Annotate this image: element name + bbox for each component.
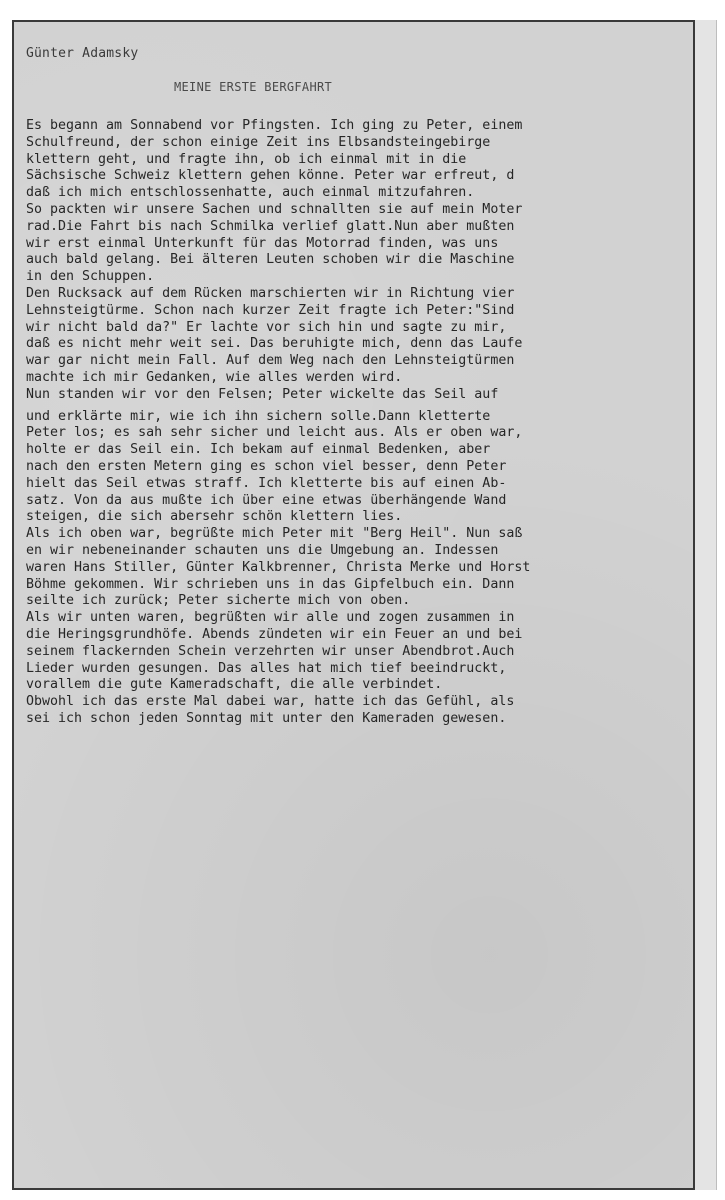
text-line: und erklärte mir, wie ich ihn sichern solle.Dann kletterte — [26, 408, 491, 424]
text-line: sei ich schon jeden Sonntag mit unter den Kameraden gewesen. — [26, 710, 507, 726]
text-line: Böhme gekommen. Wir schrieben uns in das Gipfelbuch ein. Dann — [26, 576, 515, 592]
text-line: Obwohl ich das erste Mal dabei war, hatte ich das Gefühl, als — [26, 694, 515, 710]
text-line: seinem flackernden Schein verzehrten wir unser Abendbrot.Auch — [26, 643, 515, 659]
text-line: machte ich mir Gedanken, wie alles werden wird. — [26, 369, 403, 385]
typewritten-page — [12, 20, 695, 1190]
document-title: MEINE ERSTE BERGFAHRT — [174, 80, 333, 94]
text-line: daß es nicht mehr weit sei. Das beruhigte mich, denn das Laufe — [26, 336, 523, 352]
text-line: Es begann am Sonnabend vor Pfingsten. Ich ging zu Peter, einem — [26, 118, 523, 133]
text-line: waren Hans Stiller, Günter Kalkbrenner, Christa Merke und Horst — [26, 559, 531, 575]
text-line: auch bald gelang. Bei älteren Leuten schoben wir die Maschine — [26, 252, 515, 268]
text-line: Lieder wurden gesungen. Das alles hat mich tief beeindruckt, — [26, 660, 507, 676]
text-line: rad.Die Fahrt bis nach Schmilka verlief glatt.Nun aber mußten — [26, 218, 515, 234]
text-line: en wir nebeneinander schauten uns die Umgebung an. Indessen — [26, 542, 499, 558]
text-line: Peter los; es sah sehr sicher und leicht aus. Als er oben war, — [26, 425, 523, 441]
text-line: Nun standen wir vor den Felsen; Peter wickelte das Seil auf — [26, 386, 499, 402]
text-line: seilte ich zurück; Peter sicherte mich von oben. — [26, 593, 411, 609]
text-line: hielt das Seil etwas straff. Ich kletterte bis auf einen Ab- — [26, 475, 507, 491]
body-text — [26, 118, 696, 728]
text-line: nach den ersten Metern ging es schon viel besser, denn Peter — [26, 458, 507, 474]
text-line: in den Schuppen. — [26, 269, 155, 285]
text-line: wir nicht bald da?" Er lachte vor sich hin und sagte zu mir, — [26, 319, 507, 335]
text-line: Lehnsteigtürme. Schon nach kurzer Zeit fragte ich Peter:"Sind — [26, 302, 515, 318]
text-line: Sächsische Schweiz klettern gehen könne. Peter war erfreut, d — [26, 168, 515, 184]
text-line: vorallem die gute Kameradschaft, die alle verbindet. — [26, 677, 443, 693]
text-line: daß ich mich entschlossenhatte, auch einmal mitzufahren. — [26, 185, 475, 201]
author-name: Günter Adamsky — [26, 46, 139, 61]
text-line: Schulfreund, der schon einige Zeit ins Elbsandsteingebirge — [26, 134, 491, 150]
text-line: Den Rucksack auf dem Rücken marschierten wir in Richtung vier — [26, 285, 515, 301]
text-line: So packten wir unsere Sachen und schnallten sie auf mein Moter — [26, 201, 523, 217]
text-line: war gar nicht mein Fall. Auf dem Weg nach den Lehnsteigtürmen — [26, 353, 515, 369]
text-line: Als wir unten waren, begrüßten wir alle und zogen zusammen in — [26, 610, 515, 626]
page-edge — [695, 20, 717, 1190]
text-line: klettern geht, und fragte ihn, ob ich einmal mit in die — [26, 151, 467, 167]
text-line: Als ich oben war, begrüßte mich Peter mit "Berg Heil". Nun saß — [26, 526, 523, 542]
text-line: steigen, die sich abersehr schön klettern lies. — [26, 509, 403, 525]
text-line: die Heringsgrundhöfe. Abends zündeten wir ein Feuer an und bei — [26, 626, 523, 642]
text-line: satz. Von da aus mußte ich über eine etwas überhängende Wand — [26, 492, 507, 508]
text-line: wir erst einmal Unterkunft für das Motorrad finden, was uns — [26, 235, 499, 251]
text-line: holte er das Seil ein. Ich bekam auf einmal Bedenken, aber — [26, 442, 491, 458]
